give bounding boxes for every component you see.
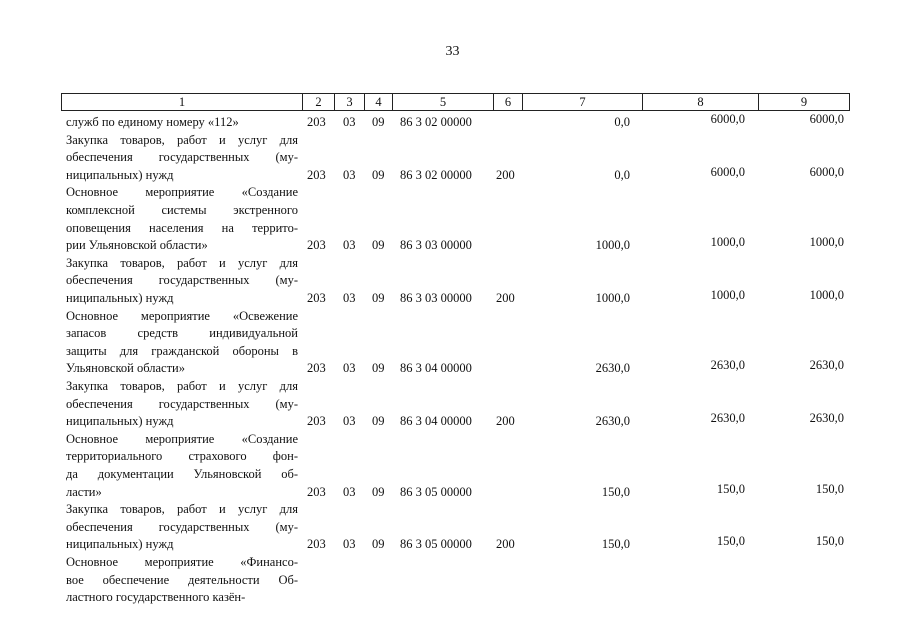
description-line: служб по единому номеру «112»	[66, 115, 239, 129]
row-description	[66, 378, 298, 431]
header-col-5: 5	[392, 94, 493, 110]
description-line: территориального страхового фон-	[66, 449, 298, 464]
col-4-value: 09	[372, 414, 385, 429]
col-2-value: 203	[307, 484, 326, 499]
col-5-value: 86 3 03 00000	[400, 238, 472, 253]
col-5-value: 86 3 02 00000	[400, 115, 472, 129]
header-col-4: 4	[364, 94, 392, 110]
col-8-value: 6000,0	[710, 112, 745, 126]
row-description	[66, 114, 298, 132]
col-3-value: 03	[343, 167, 356, 182]
description-line: Основное мероприятие «Освежение	[66, 308, 298, 323]
col-7-value: 150,0	[601, 537, 630, 552]
col-9-value: 2630,0	[809, 358, 844, 373]
description-line: Закупка товаров, работ и услуг для	[66, 132, 298, 147]
col-6-value: 200	[496, 167, 515, 182]
col-2-value: 203	[307, 115, 326, 129]
description-line: комплексной системы экстренного	[66, 202, 298, 217]
col-6-value: 200	[496, 537, 515, 552]
col-2-value: 203	[307, 238, 326, 253]
col-8-value: 2630,0	[710, 358, 745, 373]
description-line: обеспечения государственных (му-	[66, 150, 298, 165]
col-3-value: 03	[343, 115, 356, 129]
col-7-value: 1000,0	[595, 290, 630, 305]
col-9-value: 2630,0	[809, 411, 844, 426]
description-line: Закупка товаров, работ и услуг для	[66, 255, 298, 270]
description-line: рии Ульяновской области»	[66, 238, 208, 253]
col-3-value: 03	[343, 414, 356, 429]
description-line: Закупка товаров, работ и услуг для	[66, 502, 298, 517]
description-line: ниципальных) нужд	[66, 414, 174, 429]
description-line: оповещения населения на террито-	[66, 220, 298, 235]
description-line: Основное мероприятие «Создание	[66, 431, 298, 446]
description-line: вое обеспечение деятельности Об-	[66, 572, 298, 587]
col-4-value: 09	[372, 290, 385, 305]
col-8-value: 150,0	[716, 534, 745, 549]
col-8-value: 1000,0	[710, 287, 745, 302]
header-col-8: 8	[642, 94, 758, 110]
col-5-value: 86 3 04 00000	[400, 361, 472, 376]
col-3-value: 03	[343, 537, 356, 552]
description-line: ластного государственного казён-	[66, 590, 246, 605]
row-description	[66, 431, 298, 501]
col-2-value: 203	[307, 361, 326, 376]
col-2-value: 203	[307, 537, 326, 552]
description-line: ниципальных) нужд	[66, 290, 174, 305]
description-line: да документации Ульяновской об-	[66, 466, 298, 481]
description-line: Основное мероприятие «Финансо-	[66, 555, 298, 569]
description-line: обеспечения государственных (му-	[66, 273, 298, 288]
col-9-value: 150,0	[815, 481, 844, 496]
col-7-value: 2630,0	[595, 361, 630, 376]
page-number: 33	[445, 44, 460, 59]
col-2-value: 203	[307, 290, 326, 305]
col-7-value: 150,0	[601, 484, 630, 499]
col-5-value: 86 3 04 00000	[400, 414, 472, 429]
description-line: обеспечения государственных (му-	[66, 396, 298, 411]
col-9-value: 1000,0	[809, 287, 844, 302]
header-col-3: 3	[334, 94, 364, 110]
header-col-6: 6	[493, 94, 522, 110]
row-description	[66, 132, 298, 185]
col-5-value: 86 3 05 00000	[400, 537, 472, 552]
header-col-1: 1	[178, 95, 186, 109]
description-line: запасов средств индивидуальной	[66, 326, 298, 341]
header-col-9: 9	[758, 94, 849, 110]
row-description	[66, 184, 298, 254]
row-description	[66, 255, 298, 308]
col-5-value: 86 3 03 00000	[400, 290, 472, 305]
row-description	[66, 554, 298, 607]
col-6-value: 200	[496, 414, 515, 429]
header-col-7: 7	[522, 94, 642, 110]
col-8-value: 2630,0	[710, 411, 745, 426]
col-8-value: 150,0	[716, 481, 745, 496]
col-7-value: 1000,0	[595, 238, 630, 253]
col-9-value: 6000,0	[809, 112, 844, 126]
col-4-value: 09	[372, 537, 385, 552]
header-col-2: 2	[302, 94, 334, 110]
col-7-value: 0,0	[614, 115, 630, 129]
col-3-value: 03	[343, 290, 356, 305]
col-5-value: 86 3 02 00000	[400, 167, 472, 182]
description-line: Ульяновской области»	[66, 361, 185, 376]
col-9-value: 6000,0	[809, 164, 844, 179]
col-4-value: 09	[372, 238, 385, 253]
description-line: Основное мероприятие «Создание	[66, 185, 298, 200]
col-3-value: 03	[343, 238, 356, 253]
col-8-value: 6000,0	[710, 164, 745, 179]
description-line: защиты для гражданской обороны в	[66, 343, 298, 358]
col-6-value: 200	[496, 290, 515, 305]
col-7-value: 2630,0	[595, 414, 630, 429]
description-line: Закупка товаров, работ и услуг для	[66, 379, 298, 393]
description-line: обеспечения государственных (му-	[66, 519, 298, 534]
description-line: ниципальных) нужд	[66, 537, 174, 552]
description-line: ниципальных) нужд	[66, 167, 174, 182]
col-9-value: 150,0	[815, 534, 844, 549]
col-3-value: 03	[343, 484, 356, 499]
row-description	[66, 308, 298, 378]
col-3-value: 03	[343, 361, 356, 376]
col-2-value: 203	[307, 167, 326, 182]
col-9-value: 1000,0	[809, 235, 844, 250]
col-4-value: 09	[372, 115, 385, 129]
row-description	[66, 501, 298, 554]
col-4-value: 09	[372, 484, 385, 499]
col-5-value: 86 3 05 00000	[400, 484, 472, 499]
col-7-value: 0,0	[614, 167, 630, 182]
col-4-value: 09	[372, 167, 385, 182]
col-4-value: 09	[372, 361, 385, 376]
description-line: ласти»	[66, 484, 102, 499]
col-2-value: 203	[307, 414, 326, 429]
table-header-row	[61, 93, 850, 111]
col-8-value: 1000,0	[710, 235, 745, 250]
